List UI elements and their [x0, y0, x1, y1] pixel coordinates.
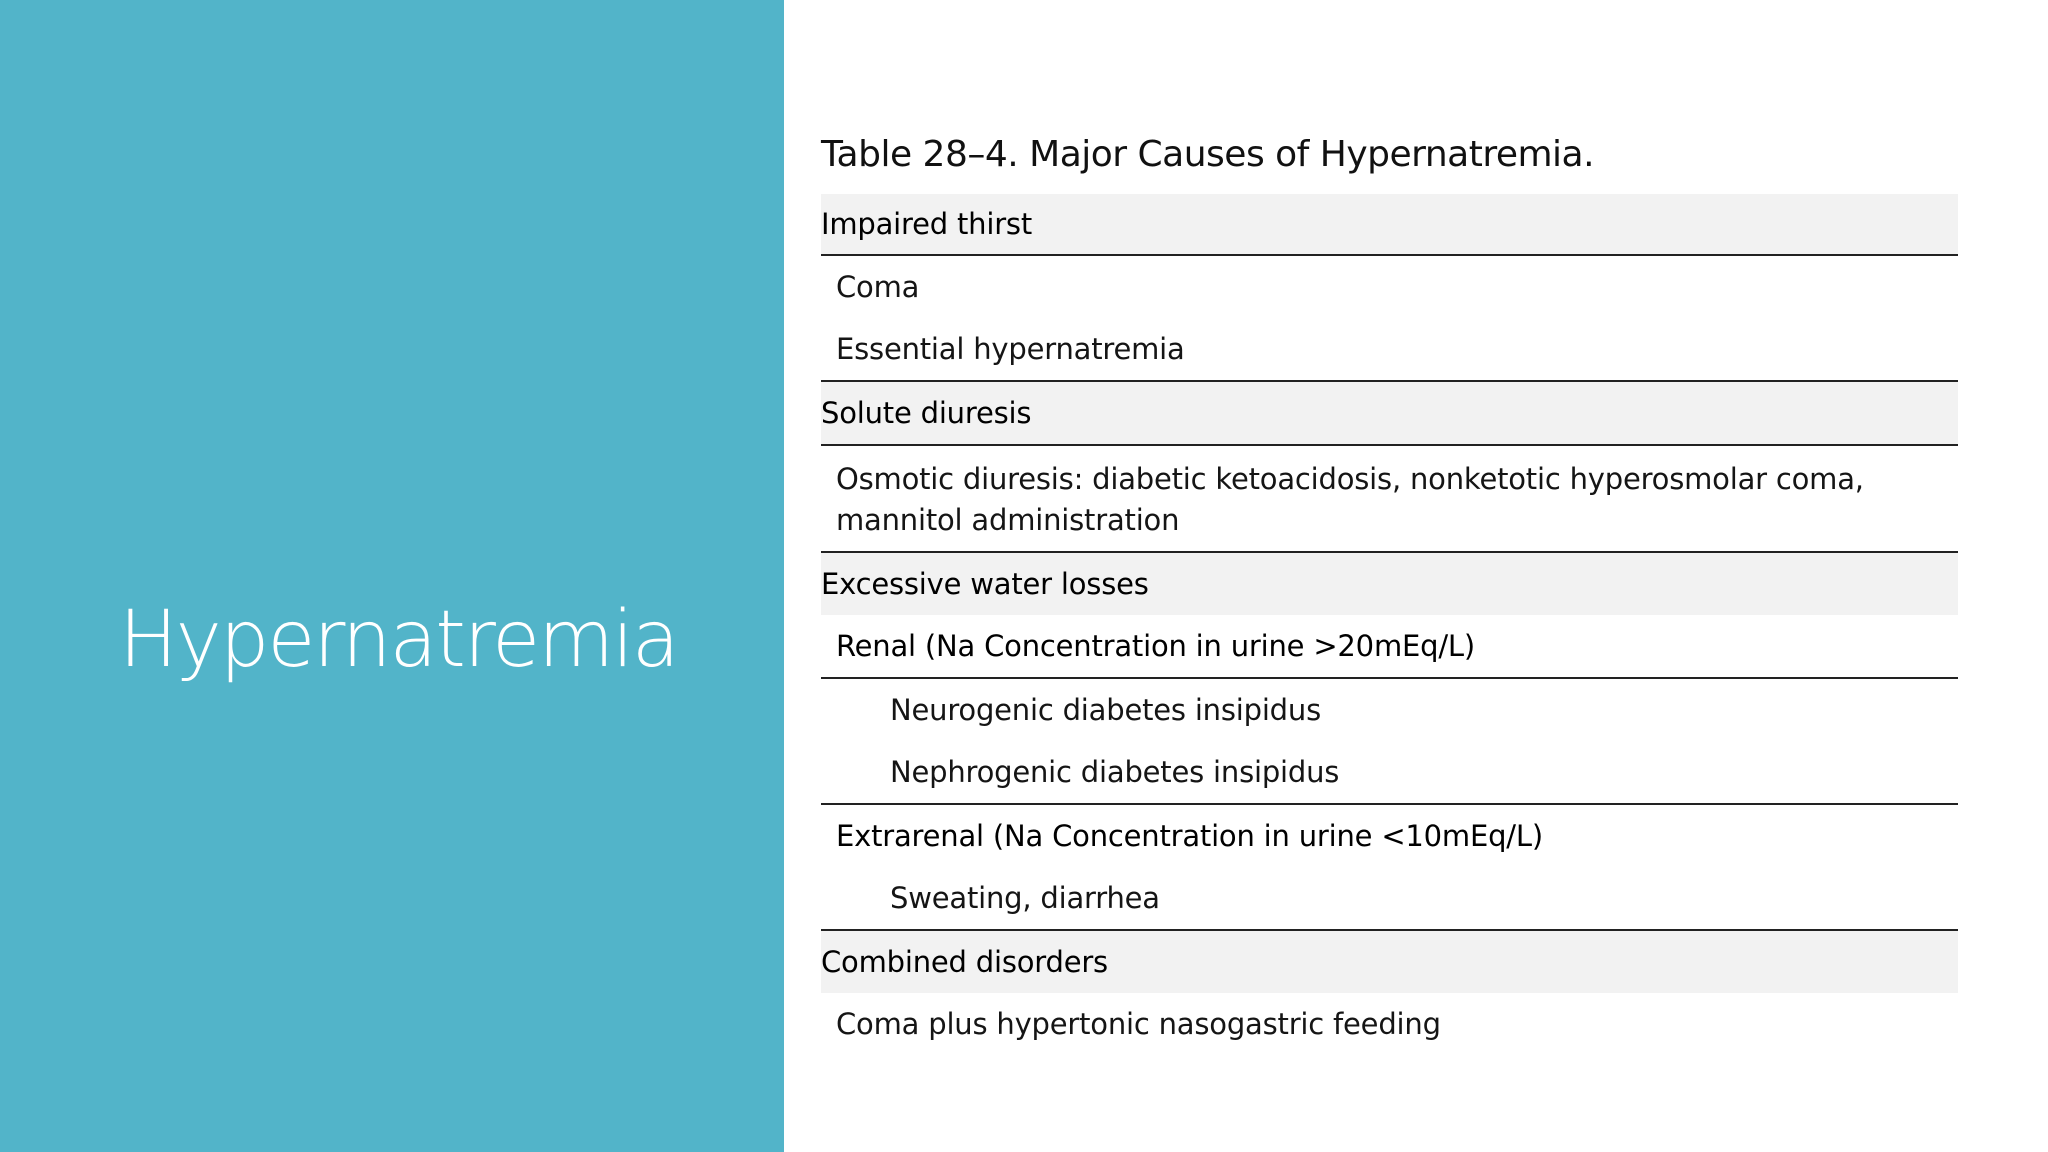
- table-row: [821, 993, 1958, 1055]
- causes-table: [821, 194, 1958, 1055]
- subgroup-heading: Extrarenal (Na Concentration in urine <10mEq/L): [821, 804, 1958, 867]
- cause-cell: Neurogenic diabetes insipidus: [890, 693, 1321, 727]
- title-panel: [0, 0, 784, 1152]
- table-row: [821, 678, 1958, 741]
- cause-cell: Coma: [836, 270, 920, 304]
- table-caption: Table 28–4. Major Causes of Hypernatremia.: [821, 134, 1595, 175]
- table-row: [821, 318, 1958, 381]
- group-row-excessive-water-losses: [821, 552, 1958, 615]
- group-row-solute-diuresis: [821, 381, 1958, 445]
- cause-cell: Essential hypernatremia: [836, 332, 1185, 366]
- table-row: [821, 255, 1958, 318]
- table-row: [821, 741, 1958, 804]
- slide-title: Hypernatremia: [119, 595, 678, 685]
- group-heading: Impaired thirst: [821, 194, 1958, 255]
- cause-cell: Sweating, diarrhea: [890, 881, 1160, 915]
- group-heading: Combined disorders: [821, 930, 1958, 993]
- subgroup-row-extrarenal: [821, 804, 1958, 867]
- group-heading: Excessive water losses: [821, 552, 1958, 615]
- content-panel: [821, 126, 1958, 1055]
- group-row-combined-disorders: [821, 930, 1958, 993]
- table-row: [821, 445, 1958, 552]
- group-heading: Solute diuresis: [821, 381, 1958, 445]
- cause-cell: Osmotic diuresis: diabetic ketoacidosis, nonketotic hyperosmolar coma, mannitol administration: [836, 461, 1864, 537]
- group-row-impaired-thirst: [821, 194, 1958, 255]
- subgroup-row-renal: [821, 615, 1958, 678]
- table-row: [821, 867, 1958, 930]
- cause-cell: Nephrogenic diabetes insipidus: [890, 755, 1340, 789]
- subgroup-heading: Renal (Na Concentration in urine >20mEq/L): [821, 615, 1958, 678]
- cause-cell: Coma plus hypertonic nasogastric feeding: [836, 1007, 1441, 1041]
